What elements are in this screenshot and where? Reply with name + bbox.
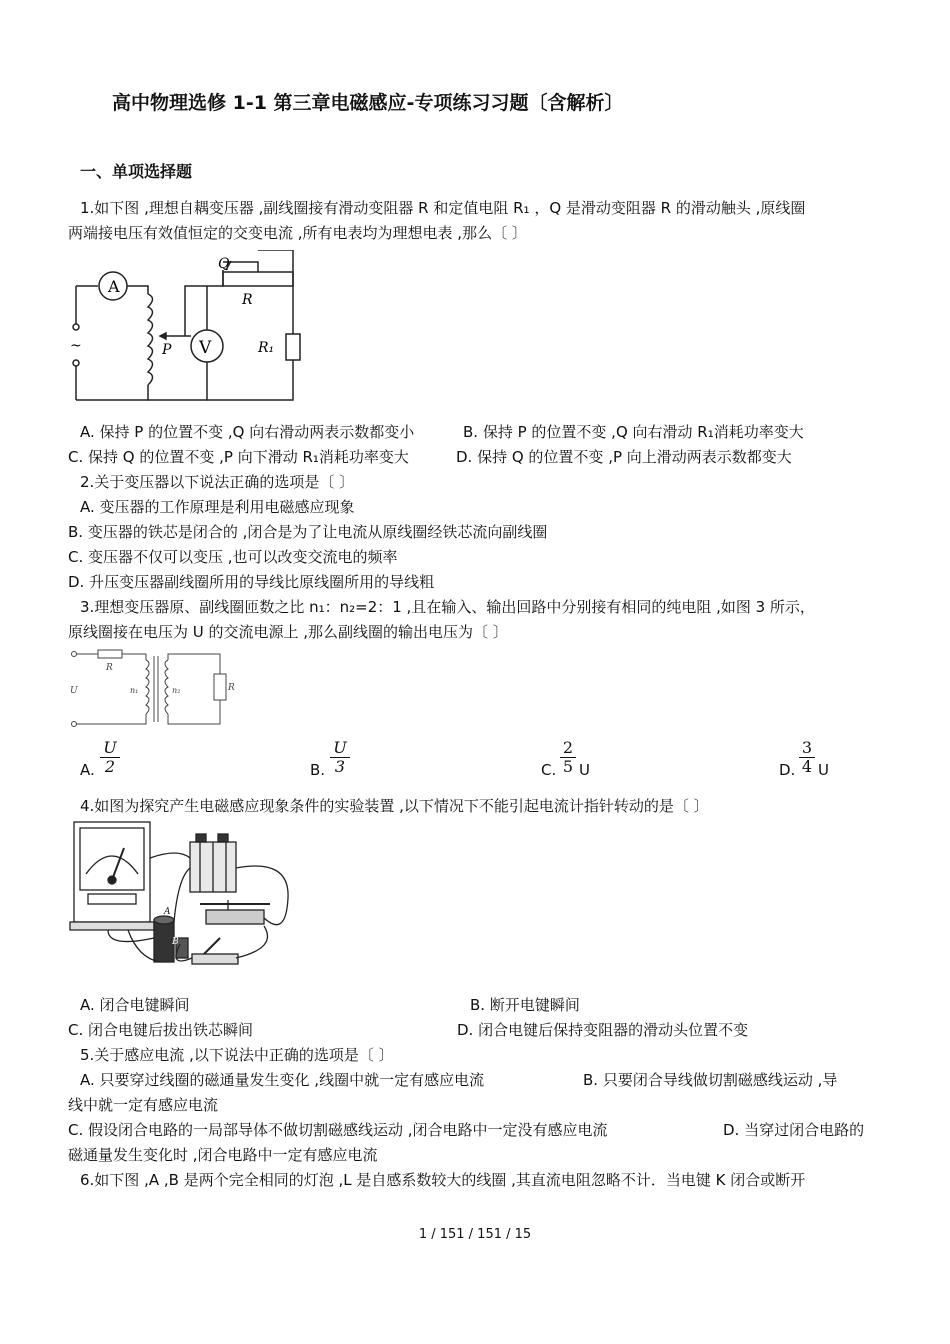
q3-option-d-fraction[interactable] xyxy=(799,740,815,775)
q3-option-a-numerator: U xyxy=(103,738,117,757)
section-heading: 一、单项选择题 xyxy=(80,162,193,181)
q1-option-c[interactable]: C. 保持 Q 的位置不变 ,P 向下滑动 R₁消耗功率变大 xyxy=(68,448,409,466)
galvanometer-symbol xyxy=(74,822,150,922)
q3-transformer-diagram xyxy=(68,648,238,732)
page-number-footer: 1 / 151 / 151 / 15 xyxy=(418,1227,532,1242)
q5-option-d-continued[interactable]: 磁通量发生变化时 ,闭合电路中一定有感应电流 xyxy=(68,1146,378,1164)
q3-n1-label: n₁ xyxy=(130,686,139,695)
voltmeter-label: V xyxy=(199,338,212,358)
q3-option-b-denominator: 3 xyxy=(334,757,346,776)
q1-circuit-diagram xyxy=(68,250,308,408)
autotransformer-coil xyxy=(148,294,153,385)
q3-r-top-label: R xyxy=(106,663,113,673)
q5-option-d[interactable]: D. 当穿过闭合电路的 xyxy=(723,1121,865,1139)
rheostat-symbol xyxy=(223,272,293,286)
q1-stem-line-2: 两端接电压有效值恒定的交变电流 ,所有电表均为理想电表 ,那么〔 〕 xyxy=(68,224,527,242)
q4-apparatus-illustration xyxy=(68,818,294,976)
secondary-coil xyxy=(165,660,168,714)
q3-stem-line-2: 原线圈接在电压为 U 的交流电源上 ,那么副线圈的输出电压为〔 〕 xyxy=(68,623,508,641)
q4-stem: 4.如图为探究产生电磁感应现象条件的实验装置 ,以下情况下不能引起电流计指针转动的是〔 〕 xyxy=(80,797,709,815)
q3-option-b-letter[interactable]: B. xyxy=(310,761,326,779)
q3-option-c-numerator: 2 xyxy=(562,738,574,757)
q4-option-a[interactable]: A. 闭合电键瞬间 xyxy=(80,996,190,1014)
q3-u-label: U xyxy=(70,686,78,696)
output-resistor-symbol xyxy=(214,674,226,700)
resistor-r1-symbol xyxy=(286,334,300,360)
q6-stem-line-1: 6.如下图 ,A ,B 是两个完全相同的灯泡 ,L 是自感系数较大的线圈 ,其直流电阻忽略不计．当电键 K 闭合或断开 xyxy=(80,1171,806,1189)
q3-option-d-numerator: 3 xyxy=(801,738,813,757)
q2-stem: 2.关于变压器以下说法正确的选项是〔 〕 xyxy=(80,473,355,491)
q3-option-c-unit: U xyxy=(579,761,590,779)
q4-a-label: A xyxy=(164,907,171,917)
q-label: Q xyxy=(218,256,230,272)
ac-source-label: ~ xyxy=(70,338,82,354)
input-resistor-symbol xyxy=(98,650,122,658)
q3-option-b-fraction[interactable] xyxy=(330,740,350,775)
primary-coil xyxy=(146,660,149,714)
p-label: P xyxy=(162,342,172,358)
ammeter-label: A xyxy=(108,277,120,296)
q3-option-d-unit: U xyxy=(818,761,829,779)
q4-option-b[interactable]: B. 断开电键瞬间 xyxy=(470,996,580,1014)
q2-option-b[interactable]: B. 变压器的铁芯是闭合的 ,闭合是为了让电流从原线圈经铁芯流向副线圈 xyxy=(68,523,548,541)
page-title: 高中物理选修 1-1 第三章电磁感应-专项练习习题〔含解析〕 xyxy=(112,92,624,114)
q1-option-b[interactable]: B. 保持 P 的位置不变 ,Q 向右滑动 R₁消耗功率变大 xyxy=(463,423,804,441)
q5-option-a[interactable]: A. 只要穿过线圈的磁通量发生变化 ,线圈中就一定有感应电流 xyxy=(80,1071,485,1089)
q3-option-a-letter[interactable]: A. xyxy=(80,761,95,779)
q4-b-label: B xyxy=(172,937,179,947)
q3-option-c-letter[interactable]: C. xyxy=(541,761,557,779)
r-label: R xyxy=(242,292,253,308)
q3-option-c-fraction[interactable] xyxy=(560,740,576,775)
q3-option-b-numerator: U xyxy=(333,738,347,757)
q3-option-a-fraction[interactable] xyxy=(100,740,120,775)
q3-r-right-label: R xyxy=(228,683,235,693)
q3-option-a-denominator: 2 xyxy=(104,757,116,776)
q2-option-a[interactable]: A. 变压器的工作原理是利用电磁感应现象 xyxy=(80,498,355,516)
q5-stem: 5.关于感应电流 ,以下说法中正确的选项是〔 〕 xyxy=(80,1046,394,1064)
q4-option-d[interactable]: D. 闭合电键后保持变阻器的滑动头位置不变 xyxy=(457,1021,749,1039)
q5-option-c[interactable]: C. 假设闭合电路的一局部导体不做切割磁感线运动 ,闭合电路中一定没有感应电流 xyxy=(68,1121,608,1139)
q3-option-d-denominator: 4 xyxy=(801,757,813,776)
q1-option-a[interactable]: A. 保持 P 的位置不变 ,Q 向右滑动两表示数都变小 xyxy=(80,423,415,441)
rheostat-symbol xyxy=(206,910,264,924)
q1-option-d[interactable]: D. 保持 Q 的位置不变 ,P 向上滑动两表示数都变大 xyxy=(456,448,792,466)
q2-option-c[interactable]: C. 变压器不仅可以变压 ,也可以改变交流电的频率 xyxy=(68,548,398,566)
q1-stem-line-1: 1.如下图 ,理想自耦变压器 ,副线圈接有滑动变阻器 R 和定值电阻 R₁ ，Q 是滑动变阻器 R 的滑动触头 ,原线圈 xyxy=(80,199,806,217)
q3-option-c-denominator: 5 xyxy=(562,757,574,776)
q3-n2-label: n₂ xyxy=(172,686,181,695)
r1-label: R₁ xyxy=(258,340,275,356)
switch-symbol xyxy=(192,954,238,964)
coil-symbol xyxy=(154,920,174,962)
q2-option-d[interactable]: D. 升压变压器副线圈所用的导线比原线圈所用的导线粗 xyxy=(68,573,435,591)
q5-option-b[interactable]: B. 只要闭合导线做切割磁感线运动 ,导 xyxy=(583,1071,838,1089)
q5-option-b-continued[interactable]: 线中就一定有感应电流 xyxy=(68,1096,219,1114)
q3-stem-line-1: 3.理想变压器原、副线圈匝数之比 n₁：n₂=2：1 ,且在输入、输出回路中分别接有相同的纯电阻 ,如图 3 所示， xyxy=(80,598,815,616)
q3-option-d-letter[interactable]: D. xyxy=(779,761,796,779)
q4-option-c[interactable]: C. 闭合电键后拔出铁芯瞬间 xyxy=(68,1021,254,1039)
